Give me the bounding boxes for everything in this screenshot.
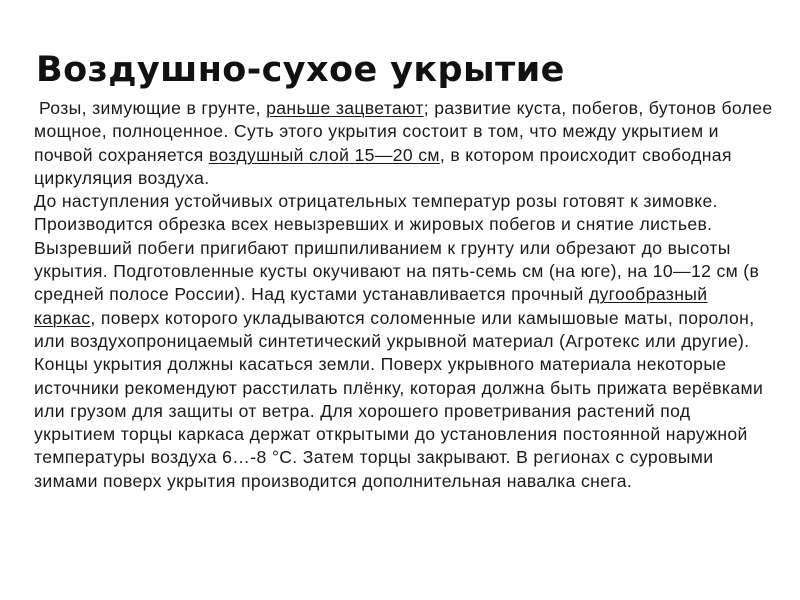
paragraph-intro — [34, 97, 774, 190]
paragraph-preparation-text-2: , поверх которого укладываются соломенные или камышовые маты, поролон, или воздухопроницаемый синтетический укрывной материал (Агротекс или другие). Концы укрытия должны касаться земли. Поверх укрывного материала некоторые источники рекомендуют расстилать плёнку, которая должна быть прижата верёвками или грузом для защиты от ветра. Для хорошего проветривания растений под укрытием торцы каркаса держат открытыми до установления постоянной наружной температуры воздуха 6…-8 °С. Затем торцы закрывают. В регионах с суровыми зимами поверх укрытия производится дополнительная навалка снега. — [34, 307, 764, 491]
paragraph-intro-text-1: Розы, зимующие в грунте, — [39, 98, 267, 118]
link-arched-frame[interactable]: дугообразный каркас — [34, 284, 708, 328]
paragraph-intro-text-3: , в котором происходит свободная циркуляция воздуха. — [34, 144, 732, 188]
link-air-layer[interactable]: воздушный слой 15—20 см — [208, 144, 440, 165]
body-text — [34, 97, 774, 493]
paragraph-preparation — [34, 190, 774, 493]
paragraph-intro-text-2: ; развитие куста, побегов, бутонов более мощное, полноценное. Суть этого укрытия состоит в том, что между укрытием и почвой сохраняется — [34, 98, 773, 165]
link-bloom-earlier[interactable]: раньше зацветают — [266, 98, 424, 118]
paragraph-preparation-text-1: До наступления устойчивых отрицательных температур розы готовят к зимовке. Производится обрезка всех невызревших и жировых побегов и снятие листьев. Вызревший побеги пригибают пришпиливанием к грунту или обрезают до высоты укрытия. Подготовленные кусты окучивают на пять-семь см (на юге), на 10—12 см (в средней полосе России). Над кустами устанавливается прочный — [34, 191, 760, 305]
page-title: Воздушно-сухое укрытие — [36, 50, 565, 90]
